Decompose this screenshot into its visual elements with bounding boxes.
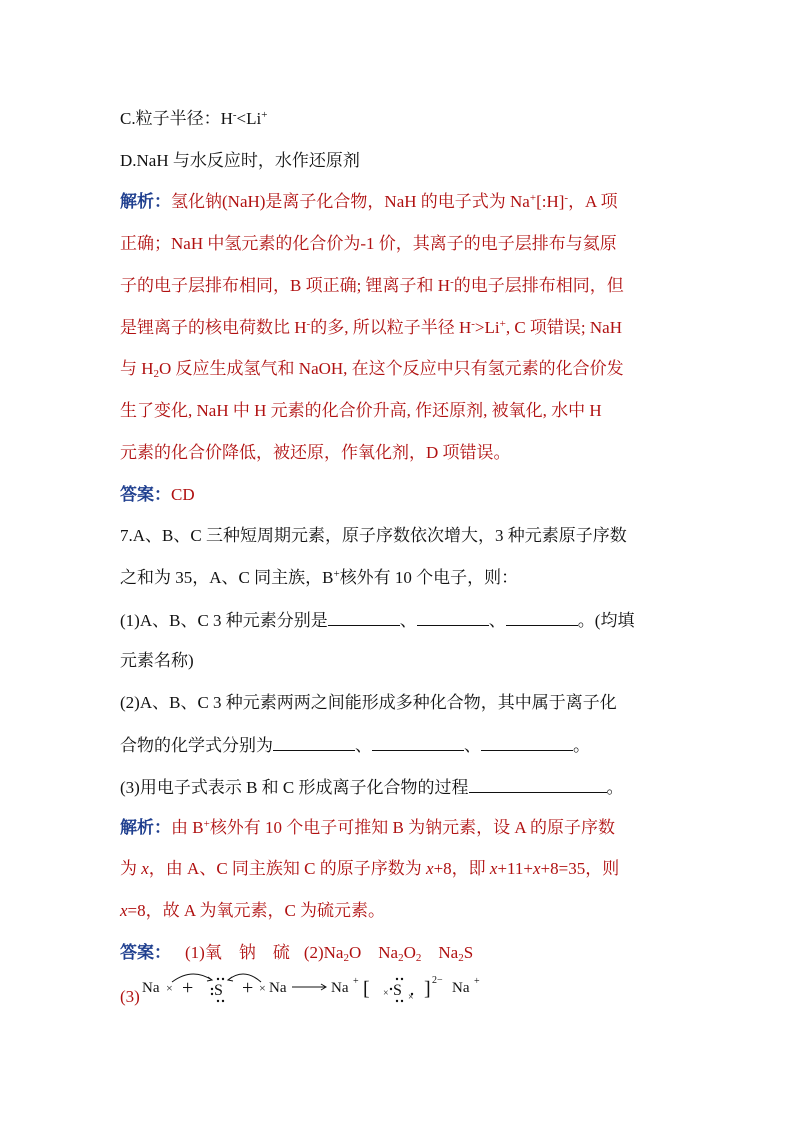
sulfide-charge: 2− xyxy=(432,975,443,986)
part-3-label: (3) xyxy=(120,987,140,1006)
question-7-line-1: 7.A、B、C 三种短周期元素，原子序数依次增大，3 种元素原子序数 xyxy=(120,526,627,545)
question-7-part-2: (2)A、B、C 3 种元素两两之间能形成多种化合物，其中属于离子化 xyxy=(120,693,617,712)
electron-cross-1: × xyxy=(166,981,173,995)
question-7-part-3: (3)用电子式表示 B 和 C 形成离子化合物的过程 。 xyxy=(120,775,680,799)
analysis-line-3: 子的电子层排布相同，B 项正确; 锂离子和 H-的电子层排布相同，但 xyxy=(120,276,624,295)
question-7-part-2-cont: 合物的化学式分别为 、 、 。 xyxy=(120,733,680,757)
answer-value: CD xyxy=(171,485,195,504)
answer-1: 答案：CD xyxy=(120,485,195,504)
analysis-line-6: 生了变化, NaH 中 H 元素的化合价升高, 作还原剂, 被氧化, 水中 H xyxy=(120,401,602,420)
sodium-ion-1-charge: + xyxy=(353,976,359,987)
sulfur-atom-1: S xyxy=(214,982,223,999)
electron-cross-2: × xyxy=(259,981,266,995)
analysis-2-line-1: 解析：由 B+核外有 10 个电子可推知 B 为钠元素，设 A 的原子序数 xyxy=(120,818,615,837)
analysis-line-4: 是锂离子的核电荷数比 H-的多, 所以粒子半径 H->Li+, C 项错误; NaH xyxy=(120,318,622,337)
plus-sign-2: + xyxy=(242,977,254,999)
equation-svg xyxy=(120,968,500,1010)
left-bracket: [ xyxy=(363,978,370,1000)
analysis-2-line-2: 为 x，由 A、C 同主族知 C 的原子序数为 x+8，即 x+11+x+8=35，则 xyxy=(120,859,620,878)
answer-label: 答案 xyxy=(120,943,154,962)
electron-formula-equation xyxy=(120,968,500,1010)
sodium-ion-2: Na xyxy=(452,980,470,996)
blank-process[interactable] xyxy=(469,775,607,793)
sodium-ion-2-charge: + xyxy=(474,976,480,987)
sulfide-ion: S xyxy=(393,982,402,999)
question-7-part-1-cont: 元素名称) xyxy=(120,651,194,670)
analysis-line-2: 正确；NaH 中氢元素的化合价为-1 价，其离子的电子层排布与氦原 xyxy=(120,234,617,253)
analysis-line-5: 与 $H_2O$ 反应生成氢气和 NaOH, 在这个反应中只有氢元素的化合价发 xyxy=(120,359,624,380)
blank-c[interactable] xyxy=(506,608,578,626)
answer-label: 答案 xyxy=(120,485,154,504)
question-7-part-1: (1)A、B、C 3 种元素分别是 、 、 。(均填 xyxy=(120,608,680,632)
analysis-label: 解析 xyxy=(120,818,154,837)
analysis-line-7: 元素的化合价降低，被还原，作氧化剂，D 项错误。 xyxy=(120,443,511,462)
svg-text:×: × xyxy=(383,988,389,999)
svg-text:×: × xyxy=(408,992,414,1003)
analysis-2-line-3: x=8，故 A 为氧元素，C 为硫元素。 xyxy=(120,901,386,920)
sodium-atom-1: Na xyxy=(142,980,160,996)
question-7-line-2: 之和为 35，A、C 同主族，B+核外有 10 个电子，则： xyxy=(120,568,519,587)
plus-sign-1: + xyxy=(182,977,194,999)
analysis-label: 解析 xyxy=(120,192,154,211)
sodium-atom-2: Na xyxy=(269,980,287,996)
right-bracket: ] xyxy=(424,978,431,1000)
blank-compound-1[interactable] xyxy=(273,733,355,751)
option-c: C.粒子半径：H-<Li+ xyxy=(120,109,268,128)
answer-2: 答案： (1)氧 钠 硫 $(2)Na_2O$ $Na_2O_2$ $Na_2S$ xyxy=(120,943,474,964)
blank-a[interactable] xyxy=(328,608,400,626)
option-d: D.NaH 与水反应时，水作还原剂 xyxy=(120,151,360,170)
sodium-ion-1: Na xyxy=(331,980,349,996)
analysis-line-1: 解析：氢化钠(NaH)是离子化合物，NaH 的电子式为 Na+[:H]-，A 项 xyxy=(120,192,618,211)
blank-b[interactable] xyxy=(417,608,489,626)
blank-compound-3[interactable] xyxy=(481,733,573,751)
blank-compound-2[interactable] xyxy=(372,733,464,751)
